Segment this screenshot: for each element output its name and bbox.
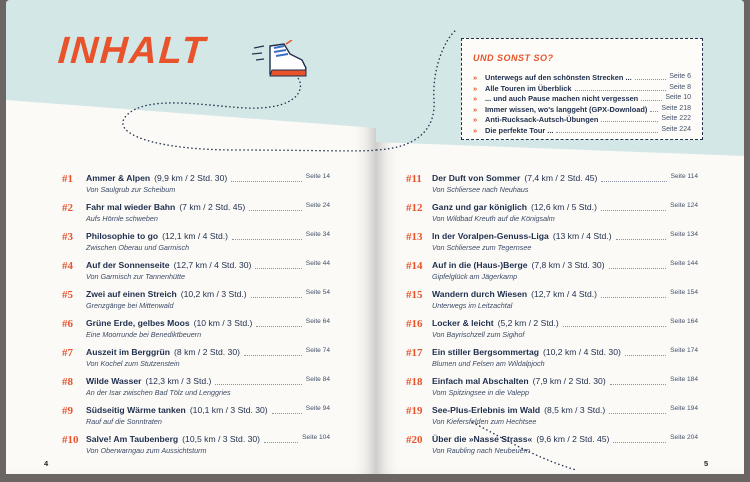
tour-name: See-Plus-Erlebnis im Wald xyxy=(432,405,541,415)
extras-label: Anti-Rucksack-Autsch-Übungen xyxy=(485,115,599,124)
tour-title xyxy=(432,202,597,212)
tour-details: (10,2 km / 4 Std. 30) xyxy=(542,347,621,357)
tour-title xyxy=(432,231,612,241)
tour-title xyxy=(432,318,559,328)
tour-page: Seite 34 xyxy=(305,231,330,238)
tour-details: (7,9 km / 2 Std. 30) xyxy=(532,376,606,386)
extras-page: Seite 224 xyxy=(661,125,691,133)
toc-entry[interactable] xyxy=(406,405,698,431)
tour-page: Seite 74 xyxy=(305,347,330,354)
extras-page: Seite 222 xyxy=(661,115,691,122)
double-arrow-icon: » xyxy=(473,83,478,93)
tour-details: (7,8 km / 3 Std. 30) xyxy=(531,260,605,270)
dot-leader xyxy=(601,297,666,298)
tour-details: (7,4 km / 2 Std. 45) xyxy=(524,173,598,183)
tour-number: #16 xyxy=(406,318,423,330)
tour-name: Philosophie to go xyxy=(86,231,159,241)
tour-details: (10,1 km / 3 Std. 30) xyxy=(189,405,268,415)
tour-page: Seite 164 xyxy=(670,318,698,325)
extras-item[interactable] xyxy=(473,84,691,95)
tour-subtitle: Von Schliersee nach Neuhaus xyxy=(432,185,529,194)
dot-leader xyxy=(610,384,666,385)
tour-number: #10 xyxy=(62,434,79,446)
tour-details: (12,1 km / 4 Std.) xyxy=(162,231,229,241)
extras-item[interactable] xyxy=(473,94,691,105)
dot-leader xyxy=(232,239,302,240)
toc-entry[interactable] xyxy=(406,376,698,402)
extras-label: Alle Touren im Überblick xyxy=(485,83,572,93)
dot-leader xyxy=(272,413,302,414)
tour-number: #6 xyxy=(62,318,73,330)
tour-name: Locker & leicht xyxy=(432,318,494,328)
tour-title xyxy=(432,173,597,183)
tour-page: Seite 144 xyxy=(670,260,698,267)
double-arrow-icon: » xyxy=(473,125,478,135)
extras-title: UND SONST SO? xyxy=(473,53,554,63)
toc-entry[interactable] xyxy=(406,347,698,373)
tour-page: Seite 114 xyxy=(670,173,698,180)
tour-number: #12 xyxy=(406,202,423,214)
tour-subtitle: Von Kiefersfelden zum Hechtsee xyxy=(432,417,537,426)
tour-page: Seite 174 xyxy=(670,347,698,354)
tour-name: Der Duft von Sommer xyxy=(432,173,521,183)
extras-item[interactable] xyxy=(473,73,691,84)
extras-page: Seite 218 xyxy=(661,104,691,112)
toc-entry[interactable] xyxy=(406,434,698,460)
tour-page: Seite 94 xyxy=(305,405,330,412)
tour-details: (13 km / 4 Std.) xyxy=(552,231,612,241)
tour-subtitle: Von Kochel zum Stutzenstein xyxy=(86,359,180,368)
extras-item[interactable] xyxy=(473,126,691,137)
tour-details: (9,6 km / 2 Std. 45) xyxy=(536,434,610,444)
dot-leader xyxy=(556,132,658,133)
tour-subtitle: Von Bayrischzell zum Sigihof xyxy=(432,330,525,339)
tour-title xyxy=(86,376,211,386)
tour-details: (10,5 km / 3 Std. 30) xyxy=(182,434,261,444)
tour-page: Seite 44 xyxy=(305,260,330,267)
tour-subtitle: Blumen und Felsen am Wildalpjoch xyxy=(432,359,545,368)
tour-subtitle: Von Schliersee zum Tegernsee xyxy=(432,243,532,252)
tour-page: Seite 124 xyxy=(670,202,698,209)
dot-leader xyxy=(625,355,666,356)
dot-leader xyxy=(255,268,302,269)
tour-subtitle: Gipfelglück am Jägerkamp xyxy=(432,272,518,281)
toc-entry[interactable] xyxy=(62,289,330,315)
tour-name: Auf in die (Haus-)Berge xyxy=(432,260,528,270)
toc-entry[interactable] xyxy=(62,173,330,199)
tour-subtitle: Von Raubling nach Neubeuern xyxy=(432,446,531,455)
tour-name: Salve! Am Taubenberg xyxy=(86,434,179,444)
toc-entry[interactable] xyxy=(406,260,698,286)
dot-leader xyxy=(244,355,302,356)
tour-subtitle: Von Oberwarngau zum Aussichtsturm xyxy=(86,446,207,455)
extras-label: Immer wissen, wo's langgeht (GPX-Download) xyxy=(485,104,648,114)
tour-subtitle: Aufs Hörnle schweben xyxy=(86,214,158,223)
double-arrow-icon: » xyxy=(473,104,478,114)
tour-page: Seite 104 xyxy=(302,434,330,441)
tour-subtitle: Unterwegs im Leitzachtal xyxy=(432,301,513,310)
toc-entry[interactable] xyxy=(406,202,698,228)
tour-title xyxy=(432,289,597,299)
page-number-right: 5 xyxy=(704,459,709,468)
dot-leader xyxy=(635,79,666,80)
left-page xyxy=(6,0,376,474)
tour-number: #7 xyxy=(62,347,73,359)
dot-leader xyxy=(256,326,302,327)
tour-number: #5 xyxy=(62,289,73,301)
tour-details: (12,6 km / 5 Std.) xyxy=(531,202,597,212)
extras-label: ... und auch Pause machen nicht vergessen xyxy=(485,94,639,103)
tour-name: In der Voralpen-Genuss-Liga xyxy=(432,231,549,241)
tour-title xyxy=(86,231,228,241)
tour-details: (12,7 km / 4 Std.) xyxy=(531,289,598,299)
dot-leader xyxy=(609,413,666,414)
extras-page: Seite 6 xyxy=(669,73,691,80)
tour-number: #18 xyxy=(406,376,423,388)
toc-entry[interactable] xyxy=(62,434,330,460)
tour-subtitle: Von Garmisch zur Tannenhütte xyxy=(86,272,185,281)
extras-box xyxy=(461,38,703,140)
tour-details: (12,3 km / 3 Std.) xyxy=(145,376,212,386)
extras-label: Unterwegs auf den schönsten Strecken ... xyxy=(485,73,632,82)
right-page xyxy=(376,0,744,474)
toc-entry[interactable] xyxy=(406,173,698,199)
tour-page: Seite 54 xyxy=(305,289,330,296)
dot-leader xyxy=(249,210,302,211)
double-arrow-icon: » xyxy=(473,94,478,103)
tour-number: #11 xyxy=(406,173,422,185)
tour-name: Einfach mal Abschalten xyxy=(432,376,529,386)
extras-page: Seite 10 xyxy=(665,94,691,101)
tour-details: (5,2 km / 2 Std.) xyxy=(497,318,559,328)
page-number: 4 xyxy=(44,459,49,468)
dot-leader xyxy=(575,90,666,91)
extras-page: Seite 8 xyxy=(669,83,691,91)
tour-name: Auszeit im Berggrün xyxy=(86,347,171,357)
dot-leader xyxy=(650,111,658,112)
dot-leader xyxy=(264,442,298,443)
tour-page: Seite 14 xyxy=(305,173,330,180)
dot-leader xyxy=(215,384,302,385)
tour-name: Ganz und gar königlich xyxy=(432,202,528,212)
tour-details: (12,7 km / 4 Std. 30) xyxy=(173,260,252,270)
tour-subtitle: Zwischen Oberau und Garmisch xyxy=(86,243,190,252)
tour-subtitle: An der Isar zwischen Bad Tölz und Lenggries xyxy=(86,388,231,397)
extras-label: Die perfekte Tour ... xyxy=(485,125,554,135)
double-arrow-icon: » xyxy=(473,73,478,82)
extras-item[interactable] xyxy=(473,105,691,116)
tour-number: #3 xyxy=(62,231,73,243)
tour-title xyxy=(86,173,227,183)
tour-name: Wilde Wasser xyxy=(86,376,142,386)
tour-page: Seite 154 xyxy=(670,289,698,296)
tour-subtitle: Vom Spitzingsee in die Valepp xyxy=(432,388,529,397)
tour-page: Seite 64 xyxy=(305,318,330,325)
toc-entry[interactable] xyxy=(406,318,698,344)
tour-name: Zwei auf einen Streich xyxy=(86,289,177,299)
toc-entry[interactable] xyxy=(406,289,698,315)
tour-title xyxy=(432,434,609,444)
tour-title xyxy=(432,260,605,270)
dot-leader xyxy=(601,181,667,182)
tour-number: #14 xyxy=(406,260,423,272)
tour-details: (7 km / 2 Std. 45) xyxy=(179,202,246,212)
toc-entry[interactable] xyxy=(62,231,330,257)
tour-number: #13 xyxy=(406,231,423,243)
tour-name: Ammer & Alpen xyxy=(86,173,151,183)
tour-page: Seite 194 xyxy=(670,405,698,412)
tour-name: Südseitig Wärme tanken xyxy=(86,405,186,415)
toc-entry[interactable] xyxy=(62,376,330,402)
tour-name: Grüne Erde, gelbes Moos xyxy=(86,318,190,328)
tour-subtitle: Von Wildbad Kreuth auf die Königsalm xyxy=(432,214,555,223)
tour-number: #15 xyxy=(406,289,423,301)
double-arrow-icon: » xyxy=(473,115,478,124)
dot-leader xyxy=(616,239,666,240)
tour-title xyxy=(86,405,268,415)
tour-number: #17 xyxy=(406,347,423,359)
tour-details: (10 km / 3 Std.) xyxy=(193,318,253,328)
tour-title xyxy=(432,376,606,386)
tour-number: #2 xyxy=(62,202,73,214)
tour-title xyxy=(432,347,621,357)
tour-details: (8,5 km / 3 Std.) xyxy=(544,405,606,415)
tour-title xyxy=(86,318,252,328)
tour-page: Seite 134 xyxy=(670,231,698,238)
tour-details: (10,2 km / 3 Std.) xyxy=(180,289,247,299)
page-title: INHALT xyxy=(56,30,209,72)
tour-name: Wandern durch Wiesen xyxy=(432,289,528,299)
tour-subtitle: Grenzgänge bei Mittenwald xyxy=(86,301,174,310)
tour-name: Ein stiller Bergsommertag xyxy=(432,347,539,357)
tour-title xyxy=(86,347,240,357)
tour-title xyxy=(86,202,245,212)
tour-subtitle: Eine Moorrunde bei Benediktbeuern xyxy=(86,330,202,339)
toc-entry[interactable] xyxy=(406,231,698,257)
dot-leader xyxy=(601,210,666,211)
tour-subtitle: Von Saulgrub zur Scheibum xyxy=(86,185,176,194)
dot-leader xyxy=(609,268,666,269)
tour-title xyxy=(432,405,605,415)
dot-leader xyxy=(613,442,666,443)
toc-entry[interactable] xyxy=(62,318,330,344)
tour-number: #9 xyxy=(62,405,73,417)
tour-name: Auf der Sonnenseite xyxy=(86,260,170,270)
dot-leader xyxy=(601,121,658,122)
tour-page: Seite 84 xyxy=(305,376,330,383)
tour-number: #8 xyxy=(62,376,73,388)
extras-item[interactable] xyxy=(473,115,691,126)
tour-title xyxy=(86,434,260,444)
tour-number: #1 xyxy=(62,173,73,185)
dot-leader xyxy=(641,100,662,101)
tour-title xyxy=(86,260,251,270)
toc-entry[interactable] xyxy=(62,202,330,228)
dot-leader xyxy=(251,297,302,298)
tour-number: #19 xyxy=(406,405,423,417)
toc-entry[interactable] xyxy=(62,347,330,373)
tour-page: Seite 184 xyxy=(670,376,698,383)
tour-name: Über die »Nasse Strass« xyxy=(432,434,533,444)
tour-title xyxy=(86,289,247,299)
tour-number: #4 xyxy=(62,260,73,272)
tour-name: Fahr mal wieder Bahn xyxy=(86,202,176,212)
tour-details: (9,9 km / 2 Std. 30) xyxy=(154,173,228,183)
tour-page: Seite 204 xyxy=(670,434,698,441)
toc-entry[interactable] xyxy=(62,260,330,286)
tour-page: Seite 24 xyxy=(305,202,330,209)
tour-details: (8 km / 2 Std. 30) xyxy=(174,347,240,357)
dot-leader xyxy=(231,181,302,182)
tour-number: #20 xyxy=(406,434,423,446)
toc-entry[interactable] xyxy=(62,405,330,431)
dot-leader xyxy=(563,326,666,327)
tour-subtitle: Rauf auf die Sonntraten xyxy=(86,417,162,426)
